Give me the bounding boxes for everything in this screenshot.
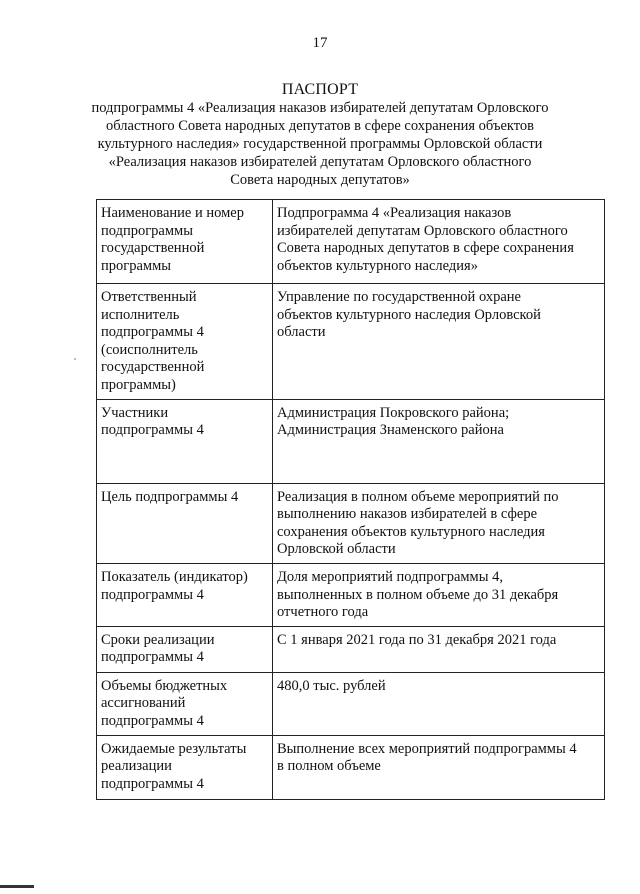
- row-value-cell: [273, 626, 605, 672]
- row-label-cell: [97, 483, 273, 563]
- row-label-line: реализации: [101, 758, 172, 775]
- row-value-line: отчетного года: [277, 604, 369, 621]
- row-label-line: Наименование и номер: [101, 205, 244, 221]
- row-value-line: в полном объеме: [277, 758, 381, 775]
- row-label-line: Ответственный: [101, 289, 197, 305]
- row-label-line: ассигнований: [101, 695, 186, 712]
- row-label-cell: [97, 735, 273, 799]
- row-value-line: Выполнение всех мероприятий подпрограммы 4: [277, 740, 577, 757]
- row-value-cell: [273, 399, 605, 483]
- row-label-line: подпрограммы 4: [101, 586, 204, 603]
- heading-line: Совета народных депутатов»: [230, 172, 410, 188]
- row-value-line: Подпрограмма 4 «Реализация наказов: [277, 205, 512, 221]
- row-value-line: Администрация Знаменского района: [277, 422, 504, 439]
- row-label-line: подпрограммы 4: [101, 422, 204, 439]
- row-value-line: Доля мероприятий подпрограммы 4,: [277, 568, 503, 585]
- row-value-cell: [273, 672, 605, 735]
- row-value-line: области: [277, 324, 326, 341]
- row-label-line: подпрограммы 4: [101, 712, 204, 729]
- row-label-cell: [97, 672, 273, 735]
- heading-line: «Реализация наказов избирателей депутатам Орловского областного: [108, 154, 532, 170]
- row-value-line: сохранения объектов культурного наследия: [277, 523, 545, 540]
- heading-line: подпрограммы 4 «Реализация наказов избирателей депутатам Орловского: [91, 100, 549, 116]
- row-value-cell: [273, 284, 605, 400]
- table-row: [97, 563, 605, 626]
- row-value-cell: [273, 563, 605, 626]
- table-row: [97, 483, 605, 563]
- row-value-line: избирателей депутатам Орловского областного: [277, 222, 568, 239]
- heading-line: культурного наследия» государственной программы Орловской области: [97, 136, 543, 152]
- row-label-line: Ожидаемые результаты: [101, 740, 247, 757]
- row-label-line: исполнитель: [101, 306, 180, 323]
- table-row: [97, 200, 605, 284]
- row-label-line: программы: [101, 257, 171, 274]
- row-value-line: Управление по государственной охране: [277, 289, 521, 305]
- row-value-line: Орловской области: [277, 541, 396, 558]
- table-row: [97, 672, 605, 735]
- row-label-cell: [97, 563, 273, 626]
- table-row: [97, 735, 605, 799]
- row-label-cell: [97, 399, 273, 483]
- row-value-line: С 1 января 2021 года по 31 декабря 2021 года: [277, 631, 557, 648]
- row-label-line: Участники: [101, 404, 169, 421]
- row-label-line: государственной: [101, 240, 205, 257]
- table-row: [97, 626, 605, 672]
- row-value-line: выполнению наказов избирателей в сфере: [277, 506, 538, 523]
- row-label-line: (соисполнитель: [101, 341, 198, 358]
- row-value-line: объектов культурного наследия Орловской: [277, 306, 541, 323]
- document-heading: [90, 80, 550, 189]
- row-label-line: подпрограммы 4: [101, 649, 204, 666]
- row-value-line: Администрация Покровского района;: [277, 404, 510, 421]
- table-row: [97, 399, 605, 483]
- row-label-line: Сроки реализации: [101, 631, 215, 648]
- document-title: ПАСПОРТ: [281, 81, 359, 98]
- row-value-line: Совета народных депутатов в сфере сохранения: [277, 240, 574, 257]
- row-label-cell: [97, 626, 273, 672]
- row-label-line: подпрограммы: [101, 222, 193, 239]
- row-label-line: государственной: [101, 359, 205, 376]
- row-value-line: 480,0 тыс. рублей: [277, 677, 386, 694]
- row-value-line: Реализация в полном объеме мероприятий по: [277, 488, 559, 505]
- row-value-cell: [273, 200, 605, 284]
- row-label-cell: [97, 200, 273, 284]
- row-value-cell: [273, 483, 605, 563]
- page-number: 17: [312, 35, 328, 51]
- row-label-cell: [97, 284, 273, 400]
- heading-line: областного Совета народных депутатов в сфере сохранения объектов: [106, 118, 534, 134]
- row-label-line: программы): [101, 376, 176, 393]
- row-label-line: Цель подпрограммы 4: [101, 488, 239, 505]
- row-value-cell: [273, 735, 605, 799]
- row-label-line: подпрограммы 4: [101, 775, 204, 792]
- table-row: [97, 284, 605, 400]
- row-value-line: объектов культурного наследия»: [277, 257, 478, 274]
- row-label-line: подпрограммы 4: [101, 324, 204, 341]
- scan-edge-mark: [0, 885, 34, 888]
- row-value-line: выполненных в полном объеме до 31 декабря: [277, 586, 559, 603]
- row-label-line: Объемы бюджетных: [101, 677, 228, 694]
- row-label-line: Показатель (индикатор): [101, 568, 248, 585]
- passport-table: [96, 199, 605, 800]
- scan-artifact: [74, 358, 76, 360]
